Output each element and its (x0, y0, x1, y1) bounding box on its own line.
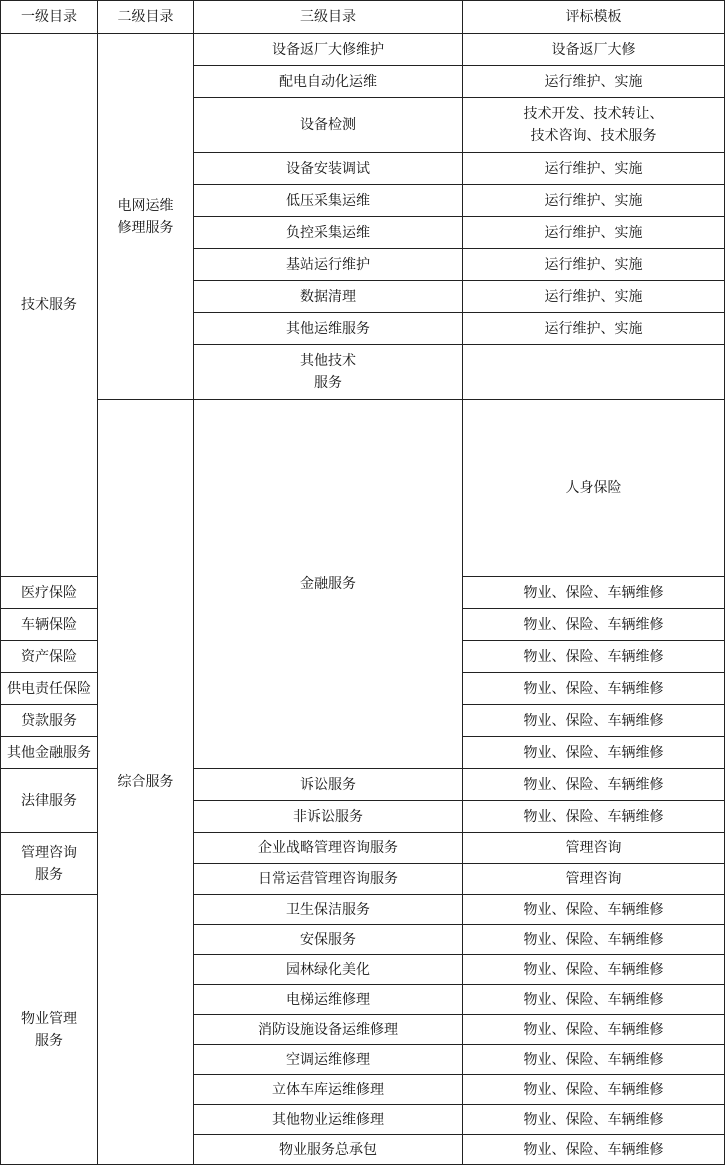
template-cell: 物业、保险、车辆维修 (463, 737, 725, 769)
level3-cell: 企业战略管理咨询服务 (194, 833, 463, 864)
header-template: 评标模板 (463, 1, 725, 34)
template-cell: 物业、保险、车辆维修 (463, 1075, 725, 1105)
level3-cell: 供电责任保险 (1, 673, 98, 705)
level3-cell: 基站运行维护 (194, 249, 463, 281)
template-cell: 物业、保险、车辆维修 (463, 801, 725, 833)
table-row (1, 400, 725, 577)
level2-cell: 其他技术 服务 (194, 345, 463, 400)
level2-cell: 法律服务 (1, 769, 98, 833)
level1-cell: 技术服务 (1, 34, 98, 577)
level3-cell: 人身保险 (463, 400, 725, 577)
template-cell: 物业、保险、车辆维修 (463, 769, 725, 801)
table-body (1, 34, 725, 1165)
level3-cell: 设备检测 (194, 98, 463, 153)
table-header (1, 1, 725, 34)
level3-cell: 其他运维服务 (194, 313, 463, 345)
template-cell: 运行维护、实施 (463, 281, 725, 313)
template-cell: 技术开发、技术转让、 技术咨询、技术服务 (463, 98, 725, 153)
template-cell: 运行维护、实施 (463, 313, 725, 345)
level2-cell: 金融服务 (194, 400, 463, 769)
template-cell: 运行维护、实施 (463, 153, 725, 185)
template-cell: 物业、保险、车辆维修 (463, 1045, 725, 1075)
level3-cell: 数据清理 (194, 281, 463, 313)
template-cell: 运行维护、实施 (463, 217, 725, 249)
level3-cell: 车辆保险 (1, 609, 98, 641)
header-row (1, 1, 725, 34)
level1-cell: 综合服务 (98, 400, 194, 1165)
template-cell: 物业、保险、车辆维修 (463, 985, 725, 1015)
level3-cell: 低压采集运维 (194, 185, 463, 217)
level3-cell: 电梯运维修理 (194, 985, 463, 1015)
level3-cell: 诉讼服务 (194, 769, 463, 801)
header-level3: 三级目录 (194, 1, 463, 34)
template-cell: 物业、保险、车辆维修 (463, 609, 725, 641)
level3-cell: 配电自动化运维 (194, 66, 463, 98)
template-cell: 运行维护、实施 (463, 249, 725, 281)
level3-cell: 其他物业运维修理 (194, 1105, 463, 1135)
template-cell: 物业、保险、车辆维修 (463, 1105, 725, 1135)
template-cell: 物业、保险、车辆维修 (463, 673, 725, 705)
template-cell: 运行维护、实施 (463, 66, 725, 98)
template-cell: 物业、保险、车辆维修 (463, 895, 725, 925)
level3-cell: 日常运营管理咨询服务 (194, 864, 463, 895)
level3-cell: 安保服务 (194, 925, 463, 955)
template-cell: 物业、保险、车辆维修 (463, 1135, 725, 1165)
template-cell: 物业、保险、车辆维修 (463, 577, 725, 609)
level3-cell: 负控采集运维 (194, 217, 463, 249)
level3-cell: 非诉讼服务 (194, 801, 463, 833)
template-cell: 设备返厂大修 (463, 34, 725, 66)
level3-cell: 设备返厂大修维护 (194, 34, 463, 66)
template-cell: 物业、保险、车辆维修 (463, 1015, 725, 1045)
level3-cell: 资产保险 (1, 641, 98, 673)
level3-cell: 物业服务总承包 (194, 1135, 463, 1165)
level2-cell: 物业管理 服务 (1, 895, 98, 1165)
level3-cell: 贷款服务 (1, 705, 98, 737)
template-cell: 管理咨询 (463, 864, 725, 895)
header-level2: 二级目录 (98, 1, 194, 34)
template-cell: 管理咨询 (463, 833, 725, 864)
level2-cell: 管理咨询 服务 (1, 833, 98, 895)
template-cell: 物业、保险、车辆维修 (463, 925, 725, 955)
template-cell: 物业、保险、车辆维修 (463, 641, 725, 673)
template-cell: 运行维护、实施 (463, 185, 725, 217)
level3-cell: 其他金融服务 (1, 737, 98, 769)
level3-cell: 设备安装调试 (194, 153, 463, 185)
empty-merged-cell (463, 345, 725, 400)
template-cell: 物业、保险、车辆维修 (463, 955, 725, 985)
level3-cell: 卫生保洁服务 (194, 895, 463, 925)
level3-cell: 医疗保险 (1, 577, 98, 609)
header-level1: 一级目录 (1, 1, 98, 34)
level3-cell: 空调运维修理 (194, 1045, 463, 1075)
level3-cell: 消防设施设备运维修理 (194, 1015, 463, 1045)
level2-cell: 电网运维 修理服务 (98, 34, 194, 400)
table-row (1, 34, 725, 66)
level3-cell: 园林绿化美化 (194, 955, 463, 985)
level3-cell: 立体车库运维修理 (194, 1075, 463, 1105)
template-cell: 物业、保险、车辆维修 (463, 705, 725, 737)
